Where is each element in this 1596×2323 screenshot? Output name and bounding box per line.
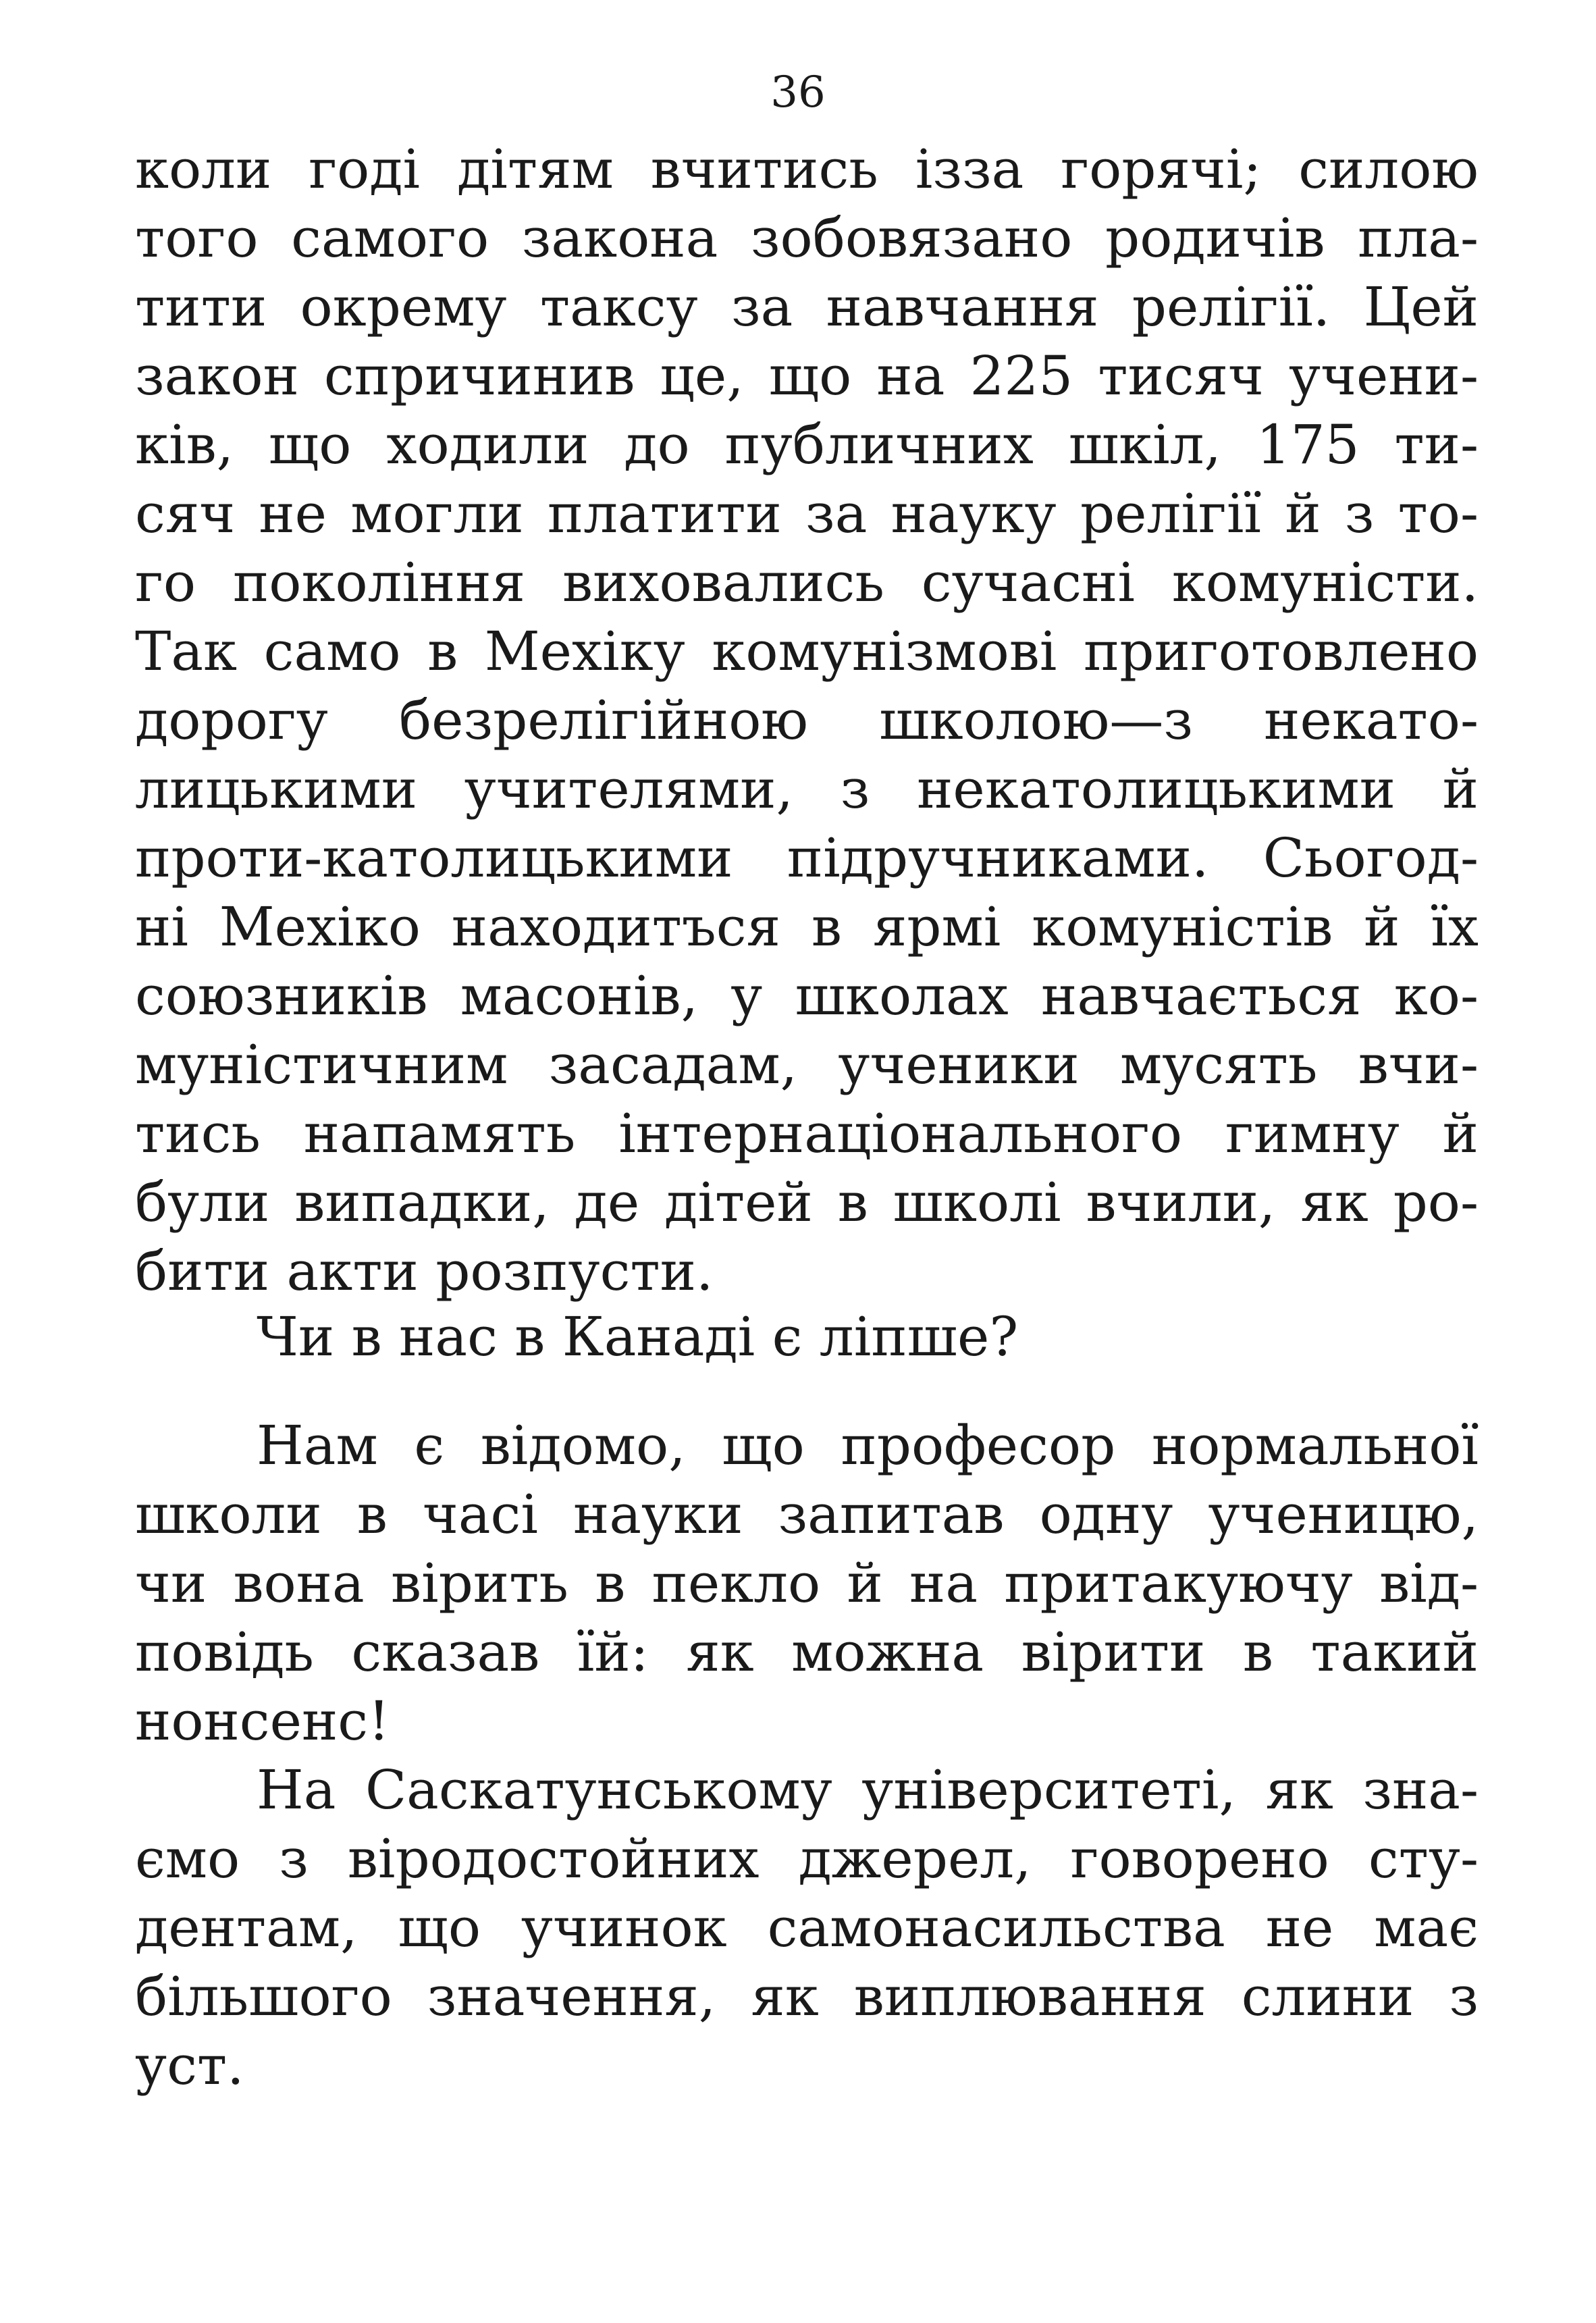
text-line: чи вона вірить в пекло й на притакуючу від- <box>135 1552 1479 1615</box>
text-line: дентам, що учинок самонасильства не має <box>135 1896 1479 1959</box>
text-line: того самого закона зобовязано родичів пла- <box>135 207 1479 269</box>
text-line: Так само в Мехіку комунізмові приготовлено <box>135 620 1479 683</box>
text-line: ків, що ходили до публичних шкіл, 175 ти- <box>135 413 1479 476</box>
text-line: нонсенс! <box>135 1690 390 1752</box>
text-line: На Саскатунському університеті, як зна- <box>257 1758 1479 1821</box>
text-line: були випадки, де дітей в школі вчили, як ро- <box>135 1171 1479 1234</box>
text-line: лицькими учителями, з некатолицькими й <box>135 758 1479 820</box>
text-line: сяч не могли платити за науку релігії й з то- <box>135 482 1479 545</box>
text-line: дорогу безрелігійною школою—з некато- <box>135 689 1479 752</box>
text-line: союзників масонів, у школах навчається ко- <box>135 964 1479 1027</box>
text-line: муністичним засадам, ученики мусять вчи- <box>135 1033 1479 1096</box>
text-line: повідь сказав їй: як можна вірити в такий <box>135 1621 1479 1683</box>
text-line: закон спричинив це, що на 225 тисяч учени- <box>135 344 1479 407</box>
text-line: уст. <box>135 2034 244 2097</box>
text-line: коли годі дітям вчитись ізза горячі; силою <box>135 138 1479 201</box>
text-line: проти-католицькими підручниками. Сьогод- <box>135 827 1479 889</box>
paragraph-1 <box>135 135 1479 1306</box>
text-line: більшого значення, як виплювання слини з <box>135 1965 1479 2028</box>
section-heading: Чи в нас в Канаді є ліпше? <box>257 1305 1019 1368</box>
paragraph-3 <box>135 1756 1479 2100</box>
text-line: Нам є відомо, що професор нормальної <box>257 1414 1479 1477</box>
text-line: тись напамять інтернаціонального гимну й <box>135 1102 1479 1165</box>
text-line: го покоління виховались сучасні комуністи. <box>135 551 1479 614</box>
page-number: 36 <box>770 68 826 118</box>
text-line: ємо з віродостойних джерел, говорено сту- <box>135 1827 1479 1890</box>
text-line: школи в часі науки запитав одну ученицю, <box>135 1483 1479 1546</box>
text-line: тити окрему таксу за навчання релігії. Цей <box>135 276 1479 338</box>
text-line: бити акти розпусти. <box>135 1240 714 1303</box>
paragraph-2 <box>135 1411 1479 1756</box>
text-line: ні Мехіко находитъся в ярмі комуністів й їх <box>135 895 1479 958</box>
